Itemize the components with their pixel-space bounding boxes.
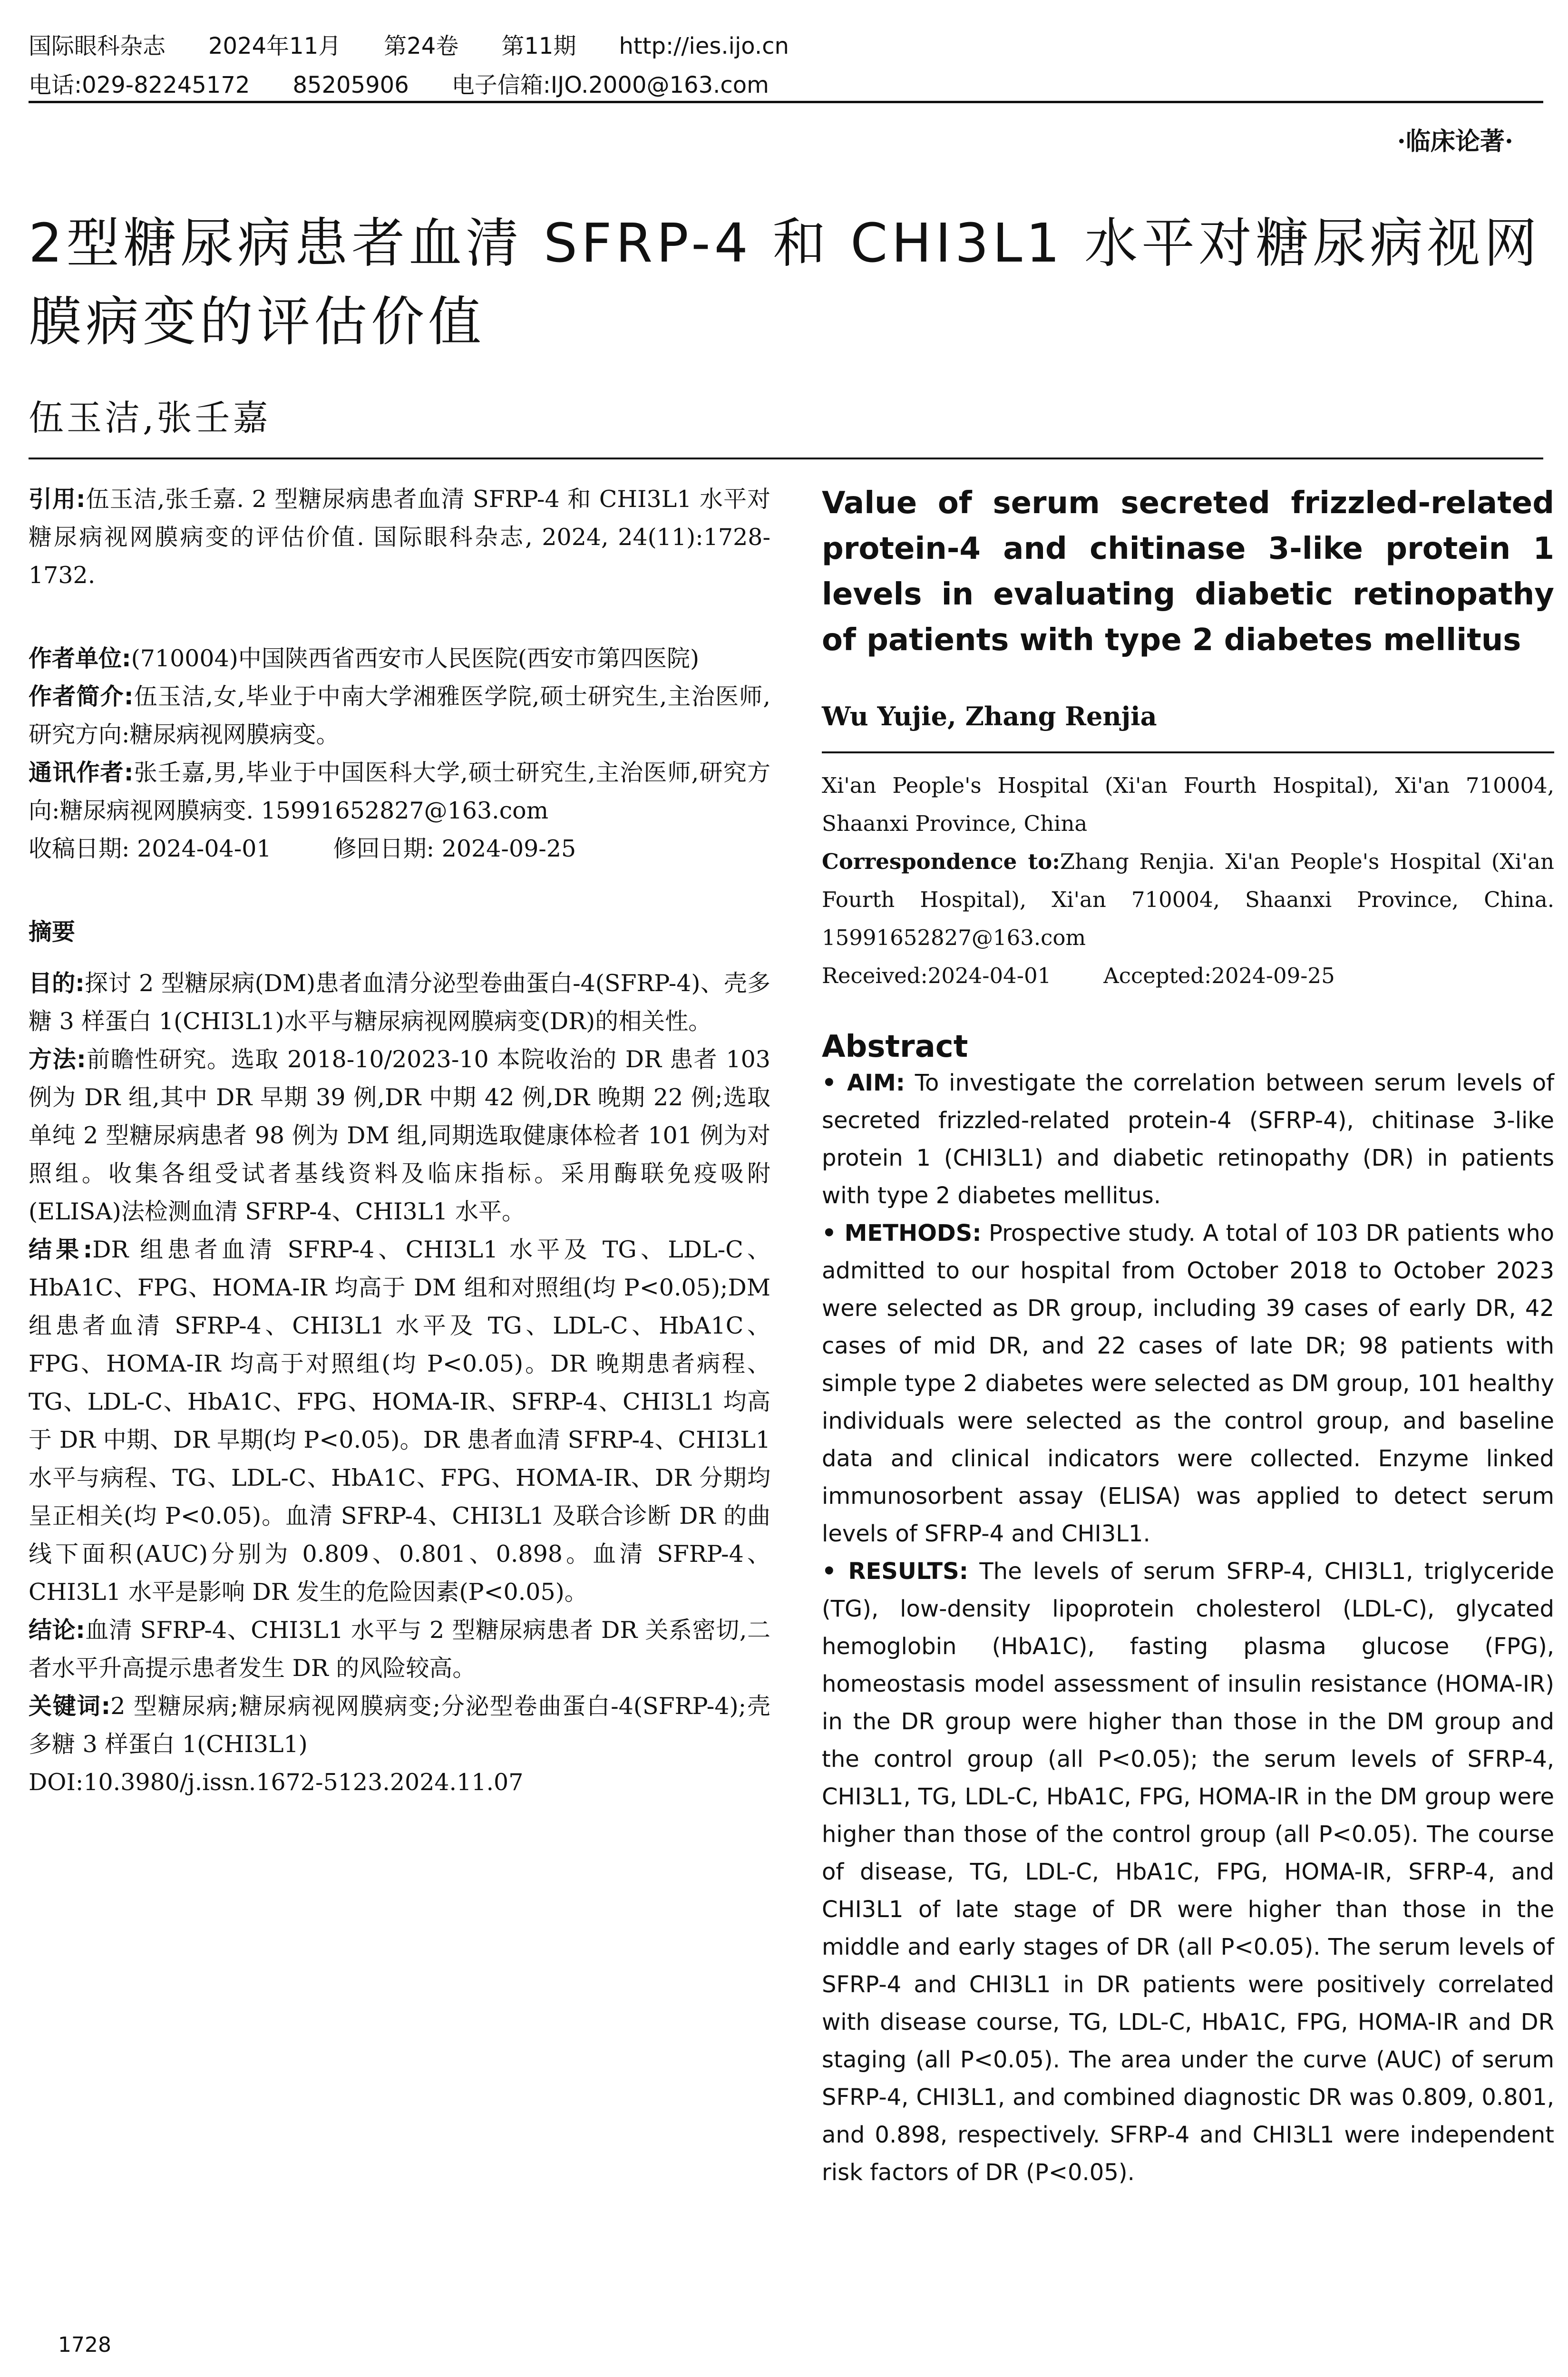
- dates: [29, 830, 770, 868]
- journal-name: 国际眼科杂志: [29, 33, 166, 59]
- header-divider: [29, 101, 1543, 103]
- keywords-cn-text: 2 型糖尿病;糖尿病视网膜病变;分泌型卷曲蛋白-4(SFRP-4);壳多糖 3 样蛋白 1(CHI3L1): [29, 1693, 770, 1758]
- phone: 电话:029-82245172: [29, 72, 250, 98]
- aim-cn-label: 目的:: [29, 970, 85, 997]
- methods-en-label: • METHODS:: [822, 1220, 982, 1247]
- methods-en: [822, 1215, 1554, 1553]
- author-bio: [29, 678, 770, 754]
- keywords-cn: [29, 1687, 770, 1763]
- conclusion-cn-label: 结论:: [29, 1617, 85, 1644]
- citation: [29, 480, 770, 594]
- author-unit-label: 作者单位:: [29, 645, 131, 672]
- aim-en-text: To investigate the correlation between serum levels of secreted frizzled-related protein-4 (SFRP-4), chitinase 3-like protein 1 (CHI3L1) and diabetic retinopathy (DR) in patients with type 2 diabetes mellitus.: [822, 1070, 1555, 1209]
- correspondence-label: Correspondence to:: [822, 849, 1060, 874]
- citation-text: 伍玉洁,张壬嘉. 2 型糖尿病患者血清 SFRP-4 和 CHI3L1 水平对糖尿病视网膜病变的评估价值. 国际眼科杂志, 2024, 24(11):1728-1732.: [29, 486, 770, 589]
- title-divider: [29, 458, 1543, 459]
- author-bio-label: 作者简介:: [29, 683, 134, 710]
- results-cn-label: 结果:: [29, 1236, 93, 1263]
- corresponding-author: [29, 754, 770, 830]
- corresponding-author-text: 张壬嘉,男,毕业于中国医科大学,硕士研究生,主治医师,研究方向:糖尿病视网膜病变. 15991652827@163.com: [29, 759, 770, 824]
- results-en-text: The levels of serum SFRP-4, CHI3L1, triglyceride (TG), low-density lipoprotein cholesterol (LDL-C), glycated hemoglobin (HbA1C), fasting plasma glucose (FPG), homeostasis model assessment of insulin resistance (HOMA-IR) in the DR group were higher than those in the DM group and the control group (all P<0.05); the serum levels of SFRP-4, CHI3L1, TG, LDL-C, HbA1C, FPG, HOMA-IR in the DM group were higher than those of the control group (all P<0.05). The course of disease, TG, LDL-C, HbA1C, FPG, HOMA-IR, SFRP-4, and CHI3L1 of late stage of DR were higher than those in the middle and early stages of DR (all P<0.05). The serum levels of SFRP-4 and CHI3L1 in DR patients were positively correlated with disease course, TG, LDL-C, HbA1C, FPG, HOMA-IR and DR staging (all P<0.05). The area under the curve (AUC) of serum SFRP-4, CHI3L1, and combined diagnostic DR was 0.809, 0.801, and 0.898, respectively. SFRP-4 and CHI3L1 were independent risk factors of DR (P<0.05).: [822, 1558, 1555, 2186]
- authors-english: Wu Yujie, Zhang Renjia: [822, 701, 1157, 731]
- section-label: ·临床论著·: [1397, 127, 1513, 156]
- page-number: 1728: [58, 2333, 111, 2357]
- conclusion-cn-text: 血清 SFRP-4、CHI3L1 水平与 2 型糖尿病患者 DR 关系密切,二者水平升高提示患者发生 DR 的风险较高。: [29, 1617, 770, 1682]
- methods-cn-text: 前瞻性研究。选取 2018-10/2023-10 本院收治的 DR 患者 103 例为 DR 组,其中 DR 早期 39 例,DR 中期 42 例,DR 晚期 22 例;选取单纯 2 型糖尿病患者 98 例为 DM 组,同期选取健康体检者 101 例为对照组。收集各组受试者基线资料及临床指标。采用酶联免疫吸附(ELISA)法检测血清 SFRP-4、CHI3L1 水平。: [29, 1046, 770, 1225]
- author-unit: [29, 640, 770, 678]
- methods-cn-label: 方法:: [29, 1046, 86, 1073]
- journal-email[interactable]: 电子信箱:IJO.2000@163.com: [451, 72, 769, 98]
- dates-english: [822, 957, 1554, 995]
- volume: 第24卷: [384, 33, 459, 59]
- methods-cn: [29, 1041, 770, 1231]
- received-english: Received:2024-04-01: [822, 963, 1052, 988]
- received-date: 收稿日期: 2024-04-01: [29, 835, 272, 862]
- phone-2: 85205906: [292, 72, 409, 98]
- correspondence-english: [822, 843, 1554, 957]
- aim-cn: [29, 964, 770, 1041]
- journal-header-line-2: [29, 67, 812, 99]
- citation-label: 引用:: [29, 486, 86, 513]
- authors-chinese: 伍玉洁,张壬嘉: [29, 398, 271, 438]
- results-cn: [29, 1231, 770, 1611]
- article-title: 2型糖尿病患者血清 SFRP-4 和 CHI3L1 水平对糖尿病视网膜病变的评估价值: [29, 213, 1541, 353]
- aim-en-label: • AIM:: [822, 1070, 905, 1096]
- english-column: [822, 480, 1554, 2192]
- english-authors-divider: [822, 751, 1554, 753]
- results-en: [822, 1553, 1554, 2192]
- issue-number: 第11期: [501, 33, 576, 59]
- chinese-column: [29, 480, 770, 1802]
- doi[interactable]: DOI:10.3980/j.issn.1672-5123.2024.11.07: [29, 1769, 524, 1796]
- abstract-heading-en: Abstract: [822, 1029, 968, 1064]
- journal-url[interactable]: http://ies.ijo.cn: [619, 33, 789, 59]
- aim-cn-text: 探讨 2 型糖尿病(DM)患者血清分泌型卷曲蛋白-4(SFRP-4)、壳多糖 3 样蛋白 1(CHI3L1)水平与糖尿病视网膜病变(DR)的相关性。: [29, 970, 770, 1035]
- english-title: Value of serum secreted frizzled-related protein-4 and chitinase 3-like protein 1 levels in evaluating diabetic retinopathy of patients with type 2 diabetes mellitus: [822, 486, 1554, 658]
- revised-date: 修回日期: 2024-09-25: [333, 835, 576, 862]
- affiliation-english: Xi'an People's Hospital (Xi'an Fourth Hospital), Xi'an 710004, Shaanxi Province, China: [822, 773, 1554, 836]
- results-en-label: • RESULTS:: [822, 1558, 968, 1585]
- results-cn-text: DR 组患者血清 SFRP-4、CHI3L1 水平及 TG、LDL-C、HbA1C、FPG、HOMA-IR 均高于 DM 组和对照组(均 P<0.05);DM 组患者血清 SFRP-4、CHI3L1 水平及 TG、LDL-C、HbA1C、FPG、HOMA-IR 均高于对照组(均 P<0.05)。DR 晚期患者病程、TG、LDL-C、HbA1C、FPG、HOMA-IR、SFRP-4、CHI3L1 均高于 DR 中期、DR 早期(均 P<0.05)。DR 患者血清 SFRP-4、CHI3L1 水平与病程、TG、LDL-C、HbA1C、FPG、HOMA-IR、DR 分期均呈正相关(均 P<0.05)。血清 SFRP-4、CHI3L1 及联合诊断 DR 的曲线下面积(AUC)分别为 0.809、0.801、0.898。血清 SFRP-4、CHI3L1 水平是影响 DR 发生的危险因素(P<0.05)。: [29, 1236, 770, 1606]
- corresponding-author-label: 通讯作者:: [29, 759, 134, 786]
- accepted-english: Accepted:2024-09-25: [1103, 963, 1335, 988]
- aim-en: [822, 1064, 1554, 1215]
- abstract-heading-cn: 摘要: [29, 918, 76, 945]
- conclusion-cn: [29, 1611, 770, 1687]
- issue-year: 2024年11月: [208, 33, 341, 59]
- author-unit-text: (710004)中国陕西省西安市人民医院(西安市第四医院): [131, 645, 700, 672]
- keywords-cn-label: 关键词:: [29, 1693, 111, 1720]
- correspondence-text: Zhang Renjia. Xi'an People's Hospital (Xi'an Fourth Hospital), Xi'an 710004, Shaanxi Province, China. 15991652827@163.com: [822, 849, 1554, 950]
- journal-header-line-1: [29, 28, 832, 60]
- author-bio-text: 伍玉洁,女,毕业于中南大学湘雅医学院,硕士研究生,主治医师,研究方向:糖尿病视网膜病变。: [29, 683, 770, 748]
- methods-en-text: Prospective study. A total of 103 DR patients who admitted to our hospital from October 2018 to October 2023 were selected as DR group, including 39 cases of early DR, 42 cases of mid DR, and 22 cases of late DR; 98 patients with simple type 2 diabetes were selected as DM group, 101 healthy individuals were selected as the control group, and baseline data and clinical indicators were collected. Enzyme linked immunosorbent assay (ELISA) was applied to detect serum levels of SFRP-4 and CHI3L1.: [822, 1220, 1554, 1547]
